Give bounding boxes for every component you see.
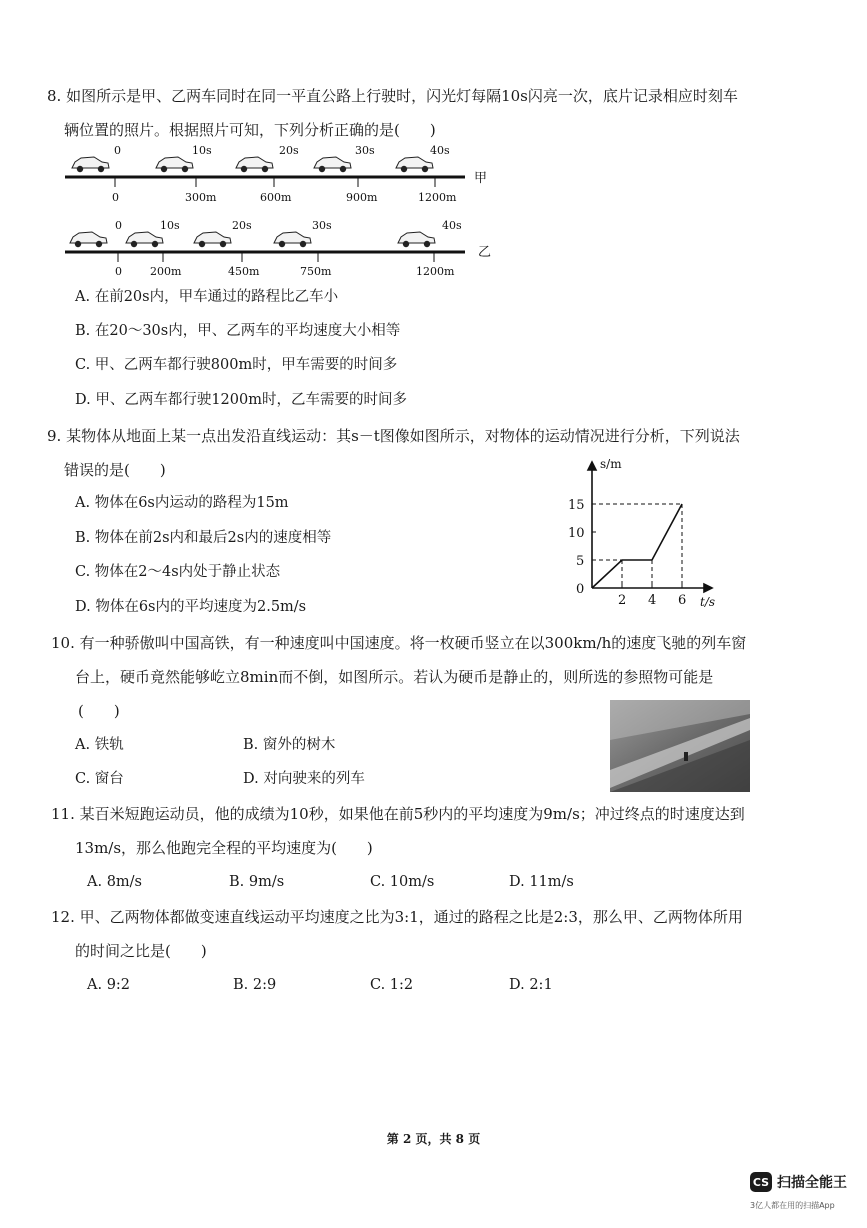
q10-option-b[interactable]: B. 窗外的树木 bbox=[243, 737, 336, 753]
car-jia-30s bbox=[314, 157, 351, 172]
q10-stem-line1: 10. 有一种骄傲叫中国高铁，有一种速度叫中国速度。将一枚硬币竖立在以300km/h的速度飞驰的列车窗 bbox=[51, 634, 747, 652]
mark-jia-1: 300m bbox=[185, 191, 217, 204]
q12-stem-line1: 12. 甲、乙两物体都做变速直线运动平均速度之比为3:1，通过的路程之比是2:3，那么甲、乙两物体所用 bbox=[51, 908, 743, 926]
row-label-yi: 乙 bbox=[478, 245, 492, 260]
q9-stem-line2: 错误的是( ) bbox=[64, 461, 166, 479]
q11-option-b[interactable]: B. 9m/s bbox=[229, 874, 285, 890]
mark-yi-3: 750m bbox=[300, 265, 332, 278]
q11-option-d[interactable]: D. 11m/s bbox=[509, 874, 574, 890]
q10-option-a[interactable]: A. 铁轨 bbox=[75, 737, 124, 753]
car-jia-20s bbox=[236, 157, 273, 172]
camscanner-subtitle: 3亿人都在用的扫描App bbox=[750, 1201, 835, 1210]
mark-jia-2: 600m bbox=[260, 191, 292, 204]
q9-option-a[interactable]: A. 物体在6s内运动的路程为15m bbox=[75, 495, 289, 511]
q10-stem-line2: 台上，硬币竟然能够屹立8min而不倒，如图所示。若认为硬币是静止的，则所选的参照物可能是 bbox=[75, 668, 714, 686]
origin-label: 0 bbox=[576, 582, 585, 597]
q9-option-b[interactable]: B. 物体在前2s内和最后2s内的速度相等 bbox=[75, 530, 332, 546]
q8-option-b[interactable]: B. 在20～30s内，甲、乙两车的平均速度大小相等 bbox=[75, 323, 401, 339]
time-yi-2: 20s bbox=[232, 219, 252, 232]
q8-option-a[interactable]: A. 在前20s内，甲车通过的路程比乙车小 bbox=[75, 289, 339, 305]
time-jia-1: 10s bbox=[192, 144, 212, 157]
q11-option-c[interactable]: C. 10m/s bbox=[370, 874, 435, 890]
q9-option-c[interactable]: C. 物体在2～4s内处于静止状态 bbox=[75, 564, 281, 580]
camscanner-title: 扫描全能王 bbox=[777, 1175, 847, 1191]
x-axis-arrow-icon bbox=[704, 584, 712, 592]
time-yi-4: 40s bbox=[442, 219, 462, 232]
x-tick-label: 4 bbox=[648, 593, 657, 608]
q11-stem-line2: 13m/s，那么他跑完全程的平均速度为( ) bbox=[75, 839, 373, 857]
series-line bbox=[592, 504, 682, 588]
y-tick-label: 10 bbox=[568, 526, 585, 541]
q8-stem-line2: 辆位置的照片。根据照片可知，下列分析正确的是( ) bbox=[64, 121, 436, 139]
car-jia-0 bbox=[72, 157, 109, 172]
time-jia-4: 40s bbox=[430, 144, 450, 157]
time-yi-0: 0 bbox=[115, 219, 122, 232]
q9-option-d[interactable]: D. 物体在6s内的平均速度为2.5m/s bbox=[75, 599, 307, 615]
q11-option-a[interactable]: A. 8m/s bbox=[87, 874, 142, 890]
mark-yi-2: 450m bbox=[228, 265, 260, 278]
q12-option-b[interactable]: B. 2:9 bbox=[233, 977, 277, 993]
q12-option-c[interactable]: C. 1:2 bbox=[370, 977, 414, 993]
x-tick-label: 2 bbox=[618, 593, 627, 608]
mark-jia-0: 0 bbox=[112, 191, 119, 204]
mark-jia-3: 900m bbox=[346, 191, 378, 204]
x-axis-label: t/s bbox=[700, 595, 716, 609]
q12-stem-line2: 的时间之比是( ) bbox=[75, 942, 207, 960]
car-jia-10s bbox=[156, 157, 193, 172]
car-yi-0 bbox=[70, 232, 107, 247]
mark-yi-0: 0 bbox=[115, 265, 122, 278]
mark-yi-4: 1200m bbox=[416, 265, 455, 278]
y-tick-label: 15 bbox=[568, 498, 585, 513]
q10-stem-line3: ( ) bbox=[78, 702, 120, 720]
y-tick-label: 5 bbox=[576, 554, 585, 569]
q8-stem-line1: 8. 如图所示是甲、乙两车同时在同一平直公路上行驶时，闪光灯每隔10s闪亮一次，底片记录相应时刻车 bbox=[47, 87, 738, 105]
page-number: 第 2 页，共 8 页 bbox=[386, 1132, 481, 1146]
time-jia-2: 20s bbox=[279, 144, 299, 157]
coin-icon bbox=[684, 752, 688, 761]
q9-stem-line1: 9. 某物体从地面上某一点出发沿直线运动：其s－t图像如图所示，对物体的运动情况进行分析，下列说法 bbox=[47, 427, 740, 445]
time-jia-3: 30s bbox=[355, 144, 375, 157]
q10-option-d[interactable]: D. 对向驶来的列车 bbox=[243, 771, 365, 787]
time-jia-0: 0 bbox=[114, 144, 121, 157]
q8-option-c[interactable]: C. 甲、乙两车都行驶800m时，甲车需要的时间多 bbox=[75, 357, 398, 373]
q12-option-d[interactable]: D. 2:1 bbox=[509, 977, 553, 993]
x-tick-label: 6 bbox=[678, 593, 687, 608]
q11-stem-line1: 11. 某百米短跑运动员，他的成绩为10秒，如果他在前5秒内的平均速度为9m/s；冲过终点的时速度达到 bbox=[51, 805, 745, 823]
car-yi-20s bbox=[194, 232, 231, 247]
car-yi-10s bbox=[126, 232, 163, 247]
y-axis-arrow-icon bbox=[588, 462, 596, 470]
mark-yi-1: 200m bbox=[150, 265, 182, 278]
q8-car-diagram bbox=[60, 140, 500, 280]
q8-option-d[interactable]: D. 甲、乙两车都行驶1200m时，乙车需要的时间多 bbox=[75, 392, 407, 408]
q12-option-a[interactable]: A. 9:2 bbox=[87, 977, 131, 993]
time-yi-3: 30s bbox=[312, 219, 332, 232]
car-yi-30s bbox=[274, 232, 311, 247]
row-label-jia: 甲 bbox=[474, 171, 488, 186]
q10-option-c[interactable]: C. 窗台 bbox=[75, 771, 124, 787]
q9-st-chart bbox=[560, 450, 730, 610]
y-axis-label: s/m bbox=[600, 457, 622, 471]
q10-train-window-photo bbox=[610, 700, 750, 792]
car-yi-40s bbox=[398, 232, 435, 247]
car-jia-40s bbox=[396, 157, 433, 172]
time-yi-1: 10s bbox=[160, 219, 180, 232]
camscanner-logo-icon: CS bbox=[750, 1172, 772, 1192]
mark-jia-4: 1200m bbox=[418, 191, 457, 204]
